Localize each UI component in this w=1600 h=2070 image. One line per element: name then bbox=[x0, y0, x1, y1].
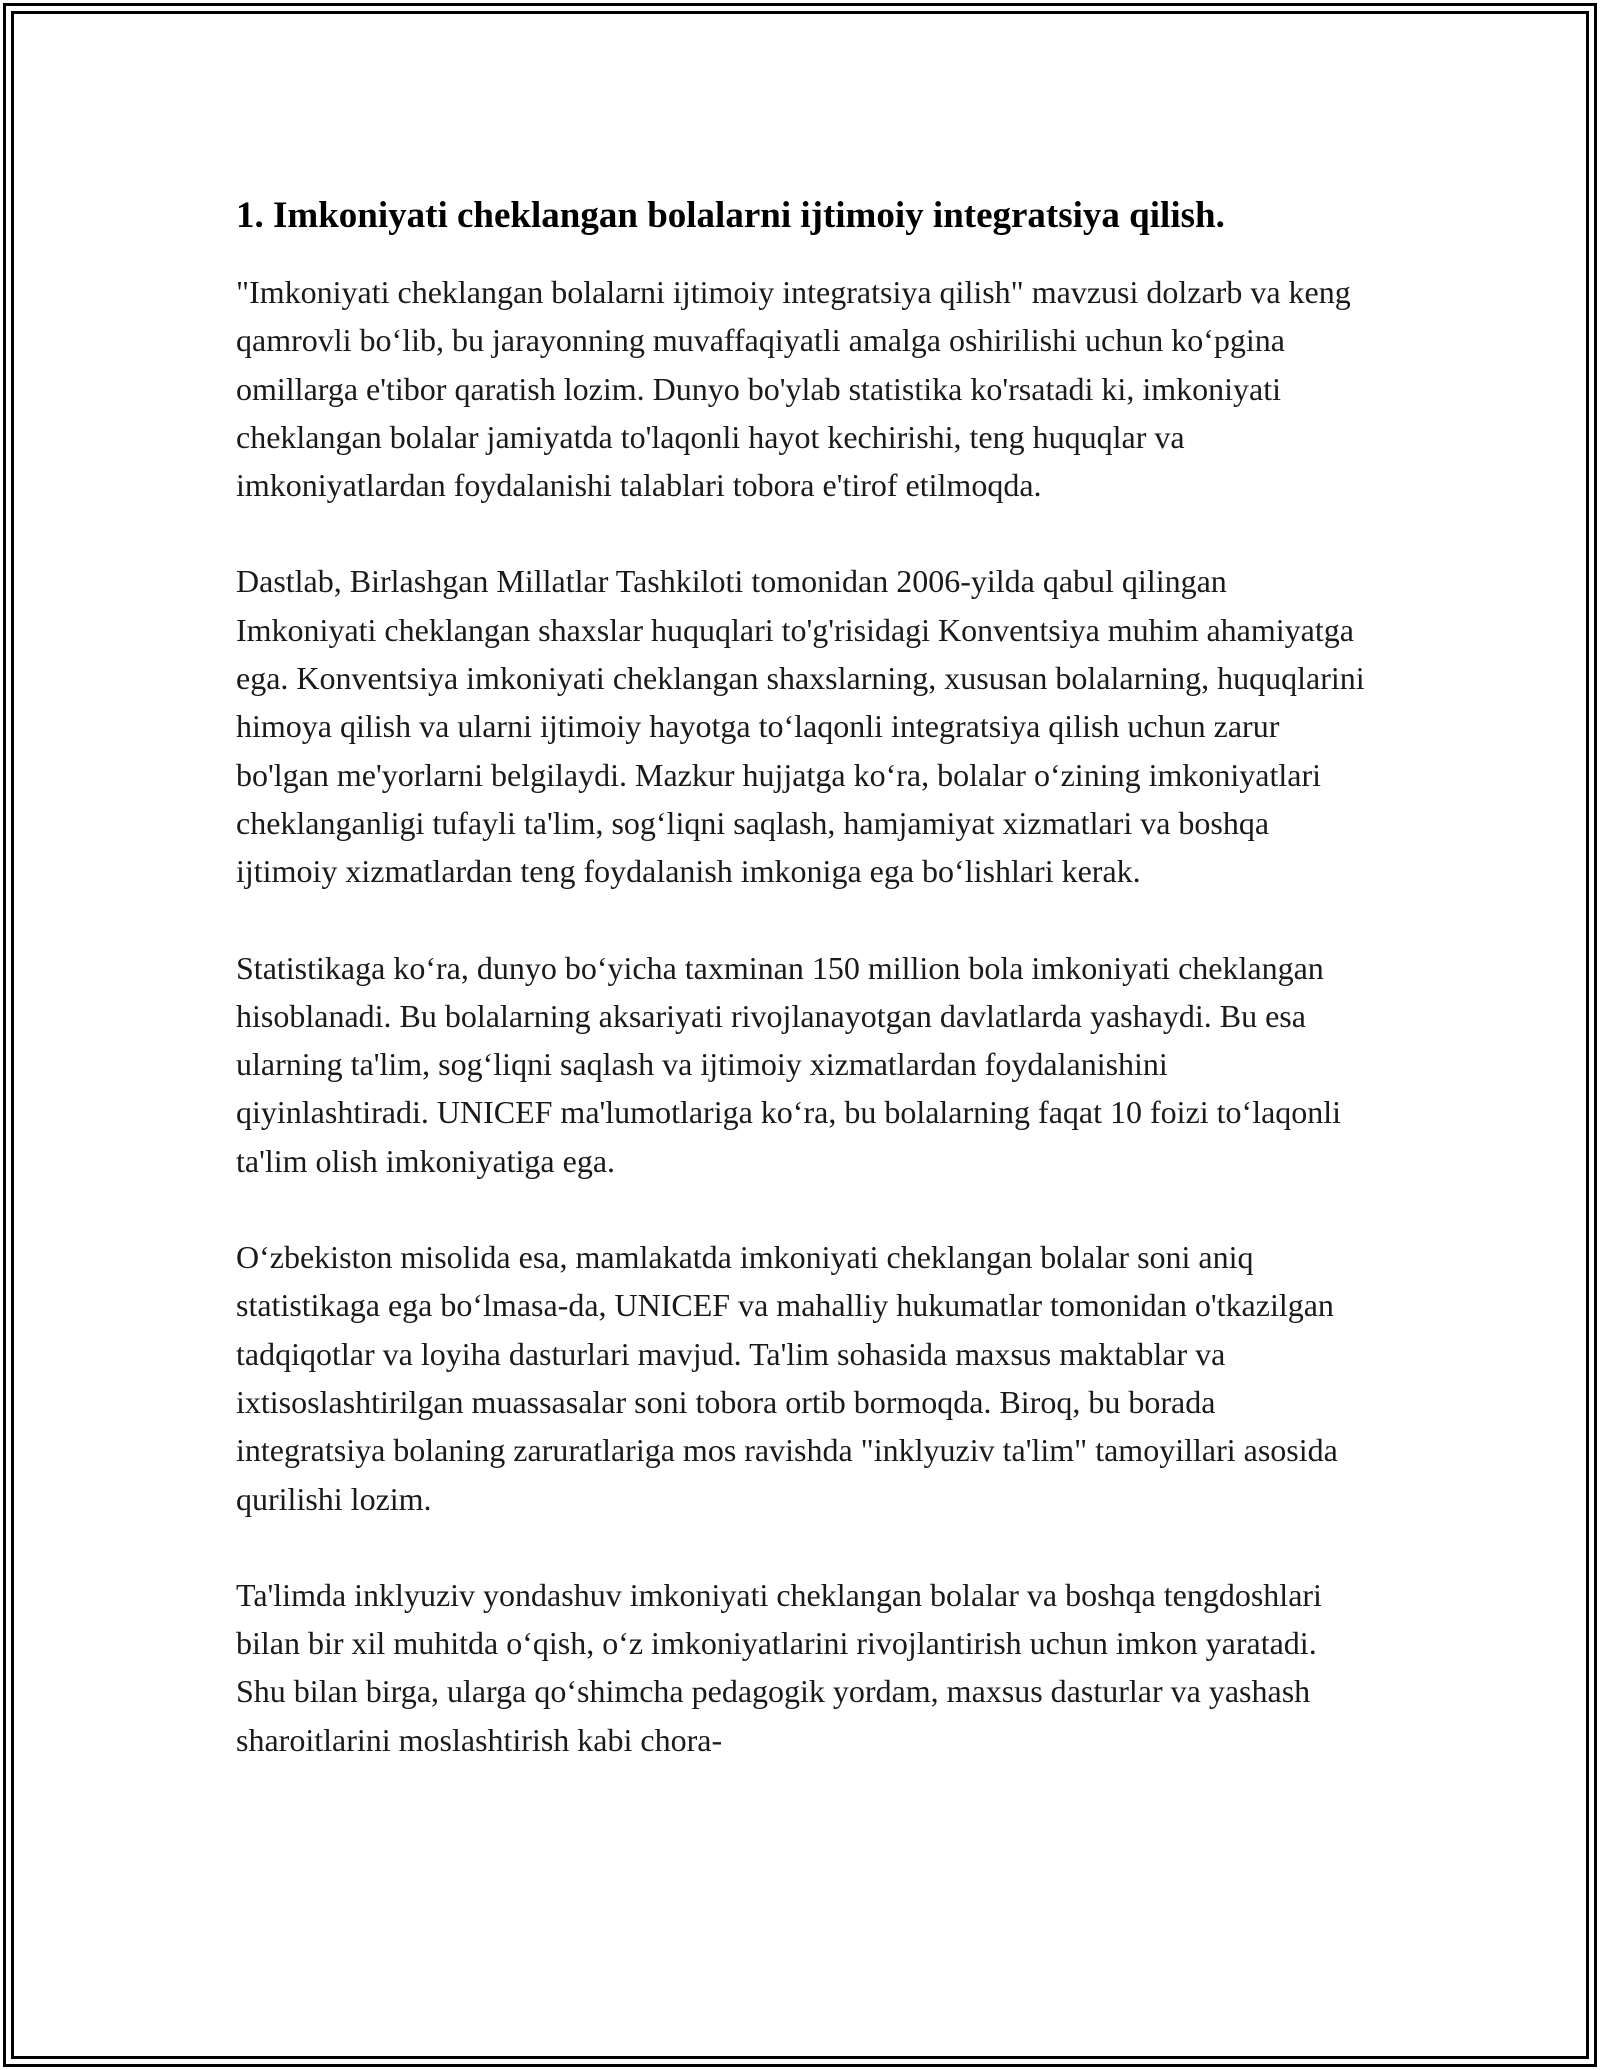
document-body bbox=[236, 188, 1366, 1812]
paragraph-un-convention: Dastlab, Birlashgan Millatlar Tashkiloti tomonidan 2006-yilda qabul qilingan Imkoniyati cheklangan shaxslar huquqlari to'g'risidagi Konventsiya muhim ahamiyatga ega. Konventsiya imkoniyati cheklangan shaxslarning, xususan bolalarning, huquqlarini himoya qilish va ularni ijtimoiy hayotga to‘laqonli integratsiya qilish uchun zarur bo'lgan me'yorlarni belgilaydi. Mazkur hujjatga ko‘ra, bolalar o‘zining imkoniyatlari cheklanganligi tufayli ta'lim, sog‘liqni saqlash, hamjamiyat xizmatlari va boshqa ijtimoiy xizmatlardan teng foydalanish imkoniga ega bo‘lishlari kerak. bbox=[236, 563, 1365, 890]
section-heading: 1. Imkoniyati cheklangan bolalarni ijtimoiy integratsiya qilish. bbox=[236, 195, 1225, 236]
paragraph-uzbekistan: O‘zbekiston misolida esa, mamlakatda imkoniyati cheklangan bolalar soni aniq statistikaga ega bo‘lmasa-da, UNICEF va mahalliy hukumatlar tomonidan o'tkazilgan tadqiqotlar va loyiha dasturlari mavjud. Ta'lim sohasida maxsus maktablar va ixtisoslashtirilgan muassasalar soni tobora ortib bormoqda. Biroq, bu borada integratsiya bolaning zaruratlariga mos ravishda "inklyuziv ta'lim" tamoyillari asosida qurilishi lozim. bbox=[236, 1239, 1338, 1517]
paragraph-intro: "Imkoniyati cheklangan bolalarni ijtimoiy integratsiya qilish" mavzusi dolzarb va keng qamrovli bo‘lib, bu jarayonning muvaffaqiyatli amalga oshirilishi uchun ko‘pgina omillarga e'tibor qaratish lozim. Dunyo bo'ylab statistika ko'rsatadi ki, imkoniyati cheklangan bolalar jamiyatda to'laqonli hayot kechirishi, teng huquqlar va imkoniyatlardan foydalanishi talablari tobora e'tirof etilmoqda. bbox=[236, 274, 1351, 504]
paragraph-inclusive-education: Ta'limda inklyuziv yondashuv imkoniyati cheklangan bolalar va boshqa tengdoshlari bilan bir xil muhitda o‘qish, o‘z imkoniyatlarini rivojlantirish uchun imkon yaratadi. Shu bilan birga, ularga qo‘shimcha pedagogik yordam, maxsus dasturlar va yashash sharoitlarini moslashtirish kabi chora- bbox=[236, 1576, 1322, 1758]
paragraph-statistics: Statistikaga ko‘ra, dunyo bo‘yicha taxminan 150 million bola imkoniyati cheklangan hisoblanadi. Bu bolalarning aksariyati rivojlanayotgan davlatlarda yashaydi. Bu esa ularning ta'lim, sog‘liqni saqlash va ijtimoiy xizmatlardan foydalanishini qiyinlashtiradi. UNICEF ma'lumotlariga ko‘ra, bu bolalarning faqat 10 foizi to‘laqonli ta'lim olish imkoniyatiga ega. bbox=[236, 949, 1342, 1179]
